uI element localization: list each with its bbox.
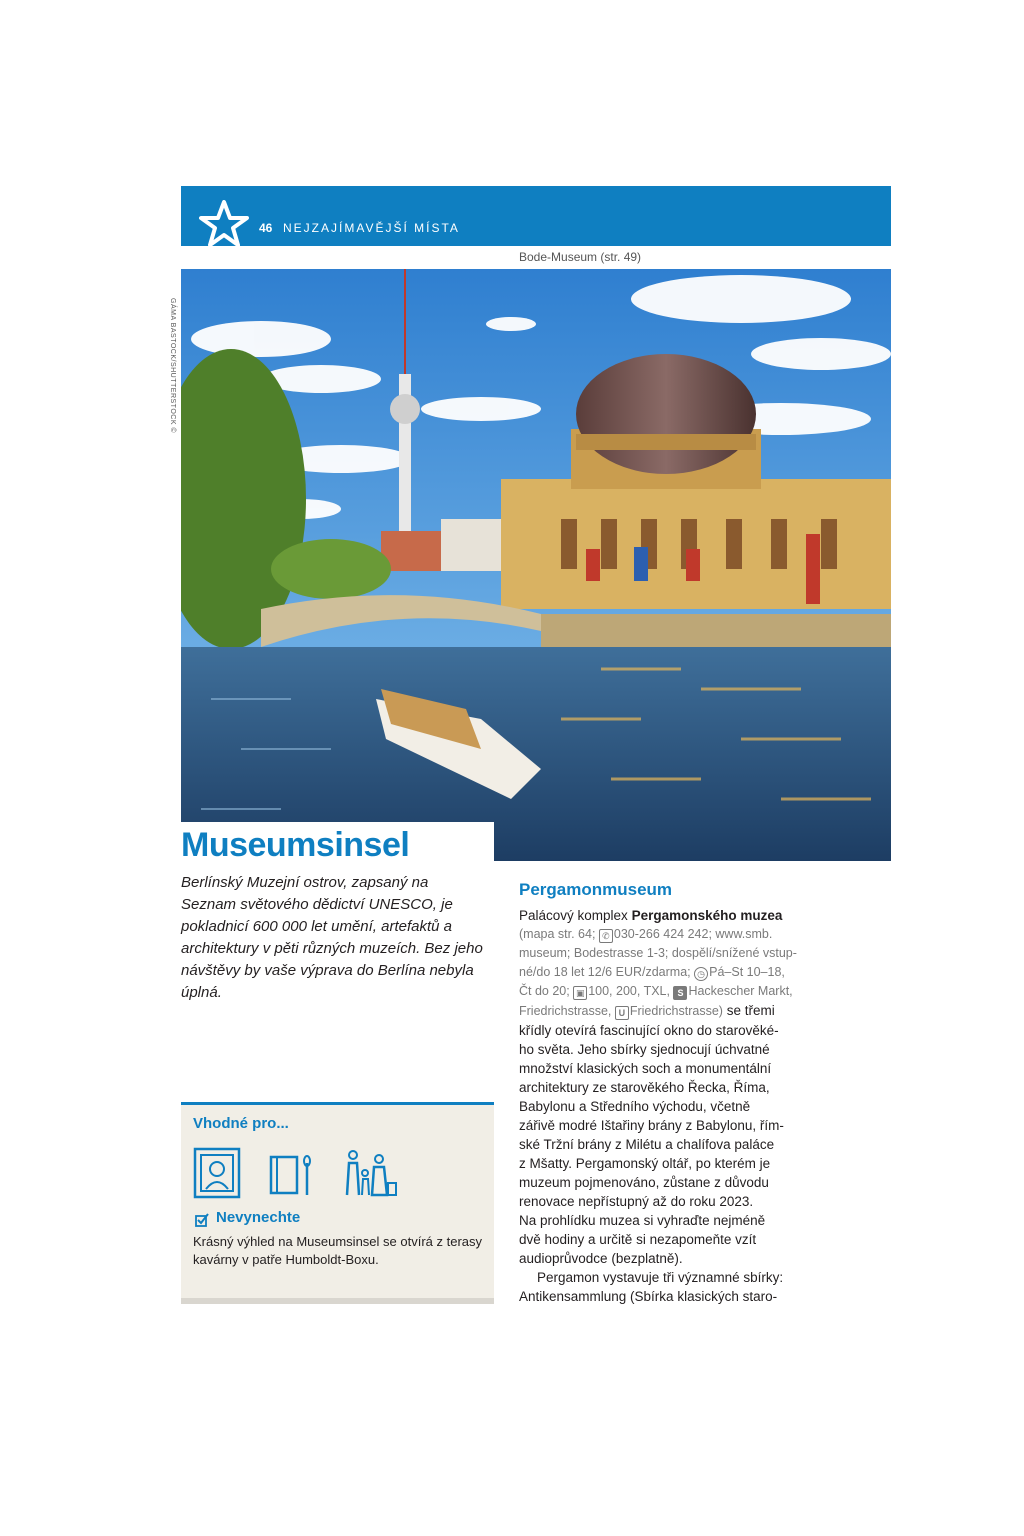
book-icon [269, 1153, 317, 1202]
photo-caption: Bode-Museum (str. 49) [519, 250, 642, 264]
museum-island-photo [181, 269, 891, 861]
info-box [181, 1102, 494, 1304]
pergamon-text: Palácový komplex Pergamonského muzea (mapa str. 64; ✆ 030-266 424 242; www.smb. museum; Bodestrasse 1-3; dospělí/snížené vstup- né/do 18 let 12/6 EUR/zdarma; ◷ Pá–St 10–18, Čt do 20; ▣ 100, 200, TXL, S Hackescher Markt, Friedrichstrasse, U Friedrichstrasse) se třemi křídly otevírá fascinující okno do starověké- ho světa. Jeho sbírky sjednocují úchvatné množství klasických soch a monumentální architektury ze starověkého Řecka, Říma, Babylonu a Středního východu, včetně zářivě modré Ištařiny brány z Babylonu, řím- ské Tržní brány z Milétu a chalífova paláce z Mšatty. Pergamonský oltář, po kterém je muzeum pojmenováno, zůstane z důvodu renovace nepřístupný až do roku 2023. Na prohlídku muzea si vyhraďte nejméně dvě hodiny a určitě si nezapomeňte vzít audioprůvodce (bezplatně). Pergamon vystavuje tři významné sbírky: Antikensammlung (Sbírka klasických staro- [519, 908, 797, 1304]
good-for-heading: Vhodné pro... [193, 1115, 289, 1132]
star-icon [199, 200, 249, 248]
must-see-heading: Nevynechte [216, 1209, 301, 1226]
u-bahn-icon: U [615, 1006, 629, 1020]
article-title-box [181, 822, 494, 864]
phone-icon: ✆ [599, 929, 613, 943]
article-title: Museumsinsel [181, 826, 410, 864]
bus-icon: ▣ [573, 986, 587, 1000]
page-number: 46 [259, 221, 273, 235]
art-icon [193, 1147, 241, 1204]
clock-icon: ◷ [694, 967, 708, 981]
s-bahn-icon: S [673, 986, 687, 1000]
checkbox-icon [195, 1213, 209, 1227]
family-icon [343, 1149, 397, 1202]
section-title: NEJZAJÍMAVĚJŠÍ MÍSTA [283, 221, 460, 235]
article-intro: Berlínský Muzejní ostrov, zapsaný na Seznam světového dědictví UNESCO, je pokladnicí 600 000 let umění, artefaktů a architektury v pěti různých muzeích. Bez jeho návštěvy by vaše výprava do Berlína nebyla úplná. [181, 874, 483, 1001]
chapter-header-bar [181, 186, 891, 246]
photo-credit: GÁMA BASTOCK/SHUTTERSTOCK © [169, 298, 176, 434]
must-see-text: Krásný výhled na Museumsinsel se otvírá z terasy kavárny v patře Humboldt-Boxu. [193, 1234, 483, 1267]
pergamon-heading: Pergamonmuseum [519, 880, 673, 899]
